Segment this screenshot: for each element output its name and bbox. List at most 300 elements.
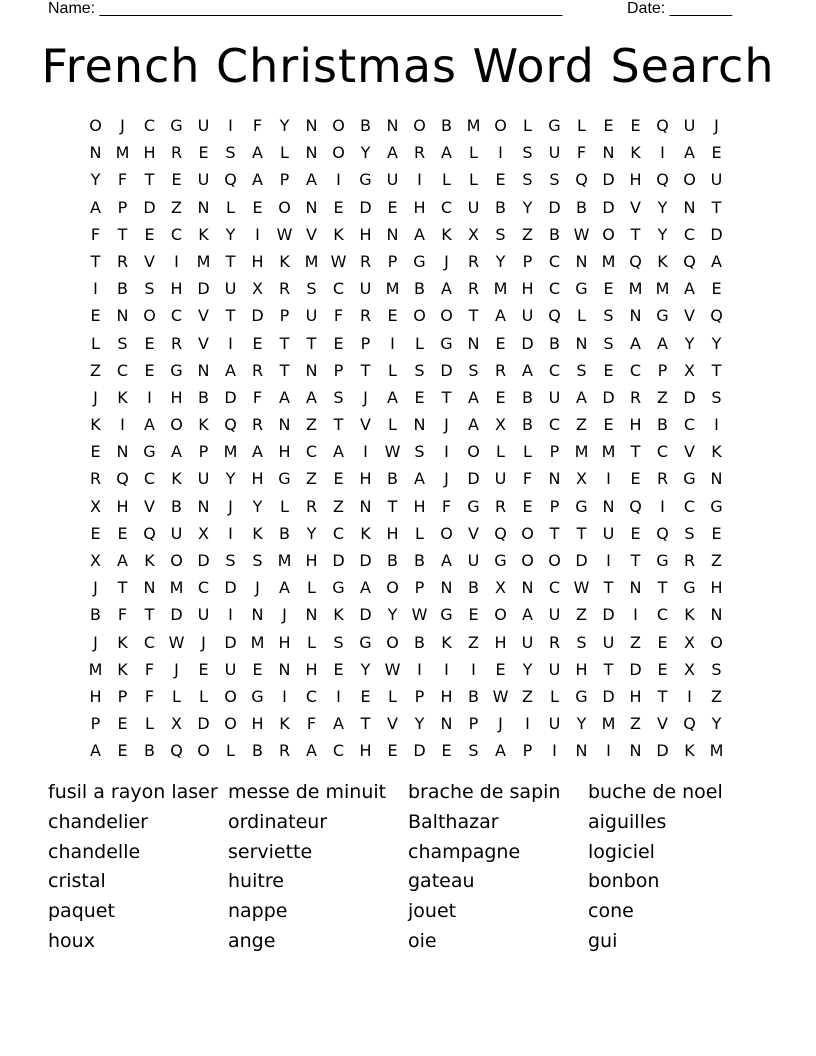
grid-letter: A	[306, 387, 317, 407]
grid-letter: U	[197, 469, 210, 489]
grid-letter: A	[90, 741, 101, 761]
grid-letter: I	[228, 333, 233, 353]
grid-letter: I	[606, 741, 611, 761]
grid-letter: E	[657, 632, 668, 652]
grid-row	[82, 411, 732, 438]
word-list-item: brache de sapin	[408, 781, 561, 803]
grid-letter: S	[522, 170, 533, 190]
grid-letter: T	[90, 251, 101, 271]
grid-letter: K	[441, 632, 452, 652]
grid-row	[82, 737, 732, 764]
grid-letter: R	[467, 279, 480, 299]
grid-letter: H	[440, 686, 453, 706]
grid-letter: Y	[522, 197, 533, 217]
grid-letter: K	[198, 415, 209, 435]
grid-letter: P	[522, 741, 533, 761]
grid-letter: E	[495, 659, 506, 679]
grid-letter: G	[683, 578, 696, 598]
grid-letter: R	[494, 496, 507, 516]
grid-letter: B	[522, 415, 533, 435]
grid-letter: M	[601, 251, 616, 271]
grid-letter: N	[575, 251, 588, 271]
grid-letter: E	[522, 496, 533, 516]
grid-letter: I	[282, 686, 287, 706]
grid-letter: W	[330, 251, 347, 271]
grid-letter: B	[495, 197, 506, 217]
grid-letter: Y	[657, 197, 668, 217]
grid-letter: G	[332, 578, 345, 598]
grid-letter: A	[414, 224, 425, 244]
grid-letter: J	[444, 251, 449, 271]
grid-letter: L	[280, 496, 289, 516]
grid-letter: N	[629, 578, 642, 598]
grid-letter: S	[603, 333, 614, 353]
grid-row	[82, 574, 732, 601]
grid-letter: B	[657, 415, 668, 435]
grid-letter: U	[710, 170, 723, 190]
grid-letter: E	[90, 306, 101, 326]
grid-letter: S	[414, 442, 425, 462]
grid-letter: M	[466, 116, 481, 135]
grid-letter: J	[174, 659, 179, 679]
grid-letter: B	[198, 387, 209, 407]
grid-letter: O	[440, 523, 453, 543]
grid-letter: V	[387, 714, 398, 734]
grid-letter: Q	[656, 523, 669, 543]
date-field-label: Date: _______	[627, 0, 732, 17]
grid-letter: P	[468, 714, 479, 734]
grid-letter: A	[333, 442, 344, 462]
grid-letter: E	[252, 659, 263, 679]
word-list-item: serviette	[228, 840, 313, 863]
grid-letter: H	[629, 170, 642, 190]
grid-row	[82, 330, 732, 357]
grid-letter: S	[495, 224, 506, 244]
grid-letter: C	[143, 632, 156, 652]
grid-letter: I	[255, 224, 260, 244]
grid-letter: N	[413, 415, 426, 435]
grid-letter: W	[384, 659, 401, 679]
grid-letter: R	[548, 632, 561, 652]
grid-letter: Q	[656, 170, 669, 190]
grid-letter: X	[576, 469, 587, 489]
grid-letter: S	[306, 279, 317, 299]
grid-letter: B	[414, 279, 425, 299]
grid-letter: O	[602, 224, 615, 244]
grid-letter: Y	[225, 469, 236, 489]
grid-letter: H	[413, 496, 426, 516]
grid-letter: P	[360, 333, 371, 353]
grid-letter: I	[417, 659, 422, 679]
grid-letter: H	[251, 469, 264, 489]
grid-letter: O	[143, 306, 156, 326]
grid-letter: P	[117, 197, 128, 217]
grid-letter: H	[116, 496, 129, 516]
grid-letter: M	[223, 442, 238, 462]
grid-letter: B	[252, 741, 263, 761]
grid-letter: E	[198, 143, 209, 163]
grid-letter: P	[117, 686, 128, 706]
grid-letter: N	[143, 578, 156, 598]
grid-letter: R	[170, 333, 183, 353]
grid-letter: N	[629, 741, 642, 761]
grid-letter: Y	[387, 605, 398, 625]
grid-letter: E	[495, 333, 506, 353]
grid-letter: Q	[656, 116, 669, 135]
grid-letter: F	[117, 170, 128, 190]
grid-letter: E	[117, 741, 128, 761]
grid-letter: E	[333, 333, 344, 353]
grid-letter: U	[548, 387, 561, 407]
grid-letter: D	[629, 659, 642, 679]
grid-letter: B	[522, 387, 533, 407]
grid-letter: D	[197, 551, 210, 570]
grid-letter: C	[332, 279, 345, 299]
grid-letter: C	[116, 360, 129, 380]
grid-letter: G	[494, 551, 507, 570]
grid-letter: R	[494, 360, 507, 380]
grid-letter: E	[252, 197, 263, 217]
grid-letter: C	[332, 741, 345, 761]
grid-letter: I	[471, 659, 476, 679]
grid-letter: Q	[116, 469, 129, 489]
grid-letter: A	[657, 333, 668, 353]
grid-letter: N	[197, 496, 210, 516]
grid-letter: D	[440, 360, 453, 380]
grid-letter: B	[387, 469, 398, 489]
grid-letter: V	[684, 442, 695, 462]
grid-letter: D	[548, 197, 561, 217]
grid-letter: I	[363, 442, 368, 462]
grid-letter: L	[469, 170, 478, 190]
grid-letter: T	[360, 360, 371, 380]
word-list-item: chandelier	[48, 810, 148, 833]
grid-letter: C	[170, 306, 183, 326]
word-list-item: bonbon	[588, 870, 660, 893]
grid-letter: O	[224, 714, 237, 734]
grid-letter: S	[522, 143, 533, 163]
grid-letter: S	[468, 360, 479, 380]
grid-letter: V	[198, 333, 209, 353]
grid-letter: R	[629, 387, 642, 407]
grid-letter: E	[252, 333, 263, 353]
grid-letter: E	[441, 741, 452, 761]
grid-letter: C	[305, 686, 318, 706]
grid-letter: Y	[684, 333, 695, 353]
grid-letter: F	[117, 605, 128, 625]
grid-letter: D	[224, 578, 237, 598]
grid-letter: Q	[710, 306, 723, 326]
grid-letter: D	[710, 224, 723, 244]
grid-letter: V	[657, 714, 668, 734]
grid-letter: N	[602, 496, 615, 516]
grid-letter: S	[252, 551, 263, 570]
word-list-item: buche de noel	[588, 781, 723, 803]
grid-row	[82, 683, 732, 710]
grid-letter: D	[359, 605, 372, 625]
grid-letter: D	[332, 551, 345, 570]
grid-letter: B	[90, 605, 101, 625]
grid-letter: L	[577, 306, 586, 326]
grid-letter: O	[89, 116, 102, 135]
grid-letter: U	[494, 469, 507, 489]
grid-letter: A	[495, 306, 506, 326]
grid-letter: U	[602, 523, 615, 543]
grid-letter: N	[467, 333, 480, 353]
grid-letter: E	[603, 116, 614, 135]
grid-row	[82, 112, 732, 139]
grid-letter: O	[467, 442, 480, 462]
grid-letter: D	[143, 197, 156, 217]
grid-letter: X	[684, 360, 695, 380]
grid-letter: M	[628, 279, 643, 299]
grid-letter: W	[411, 605, 428, 625]
grid-letter: C	[143, 469, 156, 489]
grid-letter: D	[602, 170, 615, 190]
grid-letter: I	[687, 686, 692, 706]
grid-letter: P	[333, 360, 344, 380]
grid-letter: O	[170, 551, 183, 570]
grid-letter: N	[197, 360, 210, 380]
grid-letter: Q	[683, 251, 696, 271]
word-list-item: fusil a rayon laser	[48, 781, 218, 803]
grid-letter: L	[577, 116, 586, 135]
grid-letter: K	[171, 469, 182, 489]
grid-letter: I	[417, 170, 422, 190]
grid-letter: P	[549, 496, 560, 516]
grid-letter: A	[387, 387, 398, 407]
grid-letter: X	[684, 659, 695, 679]
grid-letter: K	[117, 659, 128, 679]
grid-letter: K	[144, 551, 155, 570]
grid-letter: E	[117, 714, 128, 734]
grid-letter: T	[333, 415, 344, 435]
grid-letter: O	[521, 551, 534, 570]
grid-letter: K	[279, 714, 290, 734]
grid-letter: R	[170, 143, 183, 163]
grid-letter: E	[387, 197, 398, 217]
grid-letter: W	[276, 224, 293, 244]
grid-letter: J	[228, 496, 233, 516]
grid-letter: G	[413, 251, 426, 271]
grid-letter: B	[360, 116, 371, 135]
grid-letter: U	[548, 143, 561, 163]
grid-letter: F	[333, 306, 344, 326]
grid-letter: D	[359, 551, 372, 570]
grid-letter: D	[224, 632, 237, 652]
grid-letter: K	[630, 143, 641, 163]
grid-letter: C	[548, 360, 561, 380]
grid-letter: G	[170, 116, 183, 135]
grid-letter: K	[252, 523, 263, 543]
grid-letter: M	[574, 442, 589, 462]
grid-letter: A	[306, 741, 317, 761]
grid-letter: H	[575, 659, 588, 679]
grid-letter: V	[468, 523, 479, 543]
grid-letter: L	[496, 442, 505, 462]
grid-letter: T	[225, 306, 236, 326]
grid-letter: T	[279, 360, 290, 380]
word-list-item: gateau	[408, 870, 475, 893]
grid-letter: A	[252, 143, 263, 163]
grid-letter: C	[305, 442, 318, 462]
grid-letter: K	[657, 251, 668, 271]
grid-letter: U	[197, 170, 210, 190]
grid-letter: H	[359, 469, 372, 489]
grid-letter: O	[494, 116, 507, 135]
header	[48, 0, 748, 20]
grid-letter: T	[117, 578, 128, 598]
word-list-item: oie	[408, 929, 437, 952]
grid-letter: Z	[522, 224, 533, 244]
grid-letter: M	[385, 279, 400, 299]
grid-row	[82, 302, 732, 329]
word-list-item: ange	[228, 929, 276, 952]
grid-letter: J	[255, 578, 260, 598]
word-list-item: messe de minuit	[228, 781, 387, 803]
grid-letter: D	[251, 306, 264, 326]
grid-letter: J	[93, 578, 98, 598]
grid-letter: M	[169, 578, 184, 598]
grid-letter: U	[305, 306, 318, 326]
word-list-item: chandelle	[48, 840, 141, 863]
grid-letter: I	[660, 496, 665, 516]
grid-letter: Z	[333, 496, 344, 516]
grid-letter: A	[333, 714, 344, 734]
word-list-item: gui	[588, 929, 618, 952]
grid-letter: S	[333, 632, 344, 652]
grid-letter: C	[440, 197, 453, 217]
grid-letter: I	[660, 143, 665, 163]
grid-letter: X	[171, 714, 182, 734]
grid-letter: N	[575, 333, 588, 353]
grid-letter: U	[197, 605, 210, 625]
grid-letter: M	[115, 143, 130, 163]
word-list-item: paquet	[48, 900, 115, 923]
grid-letter: C	[548, 251, 561, 271]
grid-letter: B	[171, 496, 182, 516]
grid-letter: G	[656, 306, 669, 326]
grid-letter: O	[521, 523, 534, 543]
grid-letter: G	[656, 551, 669, 570]
grid-letter: P	[522, 251, 533, 271]
grid-letter: D	[602, 605, 615, 625]
grid-letter: A	[171, 442, 182, 462]
grid-letter: E	[657, 659, 668, 679]
grid-row	[82, 547, 732, 574]
grid-letter: N	[251, 605, 264, 625]
grid-letter: T	[603, 578, 614, 598]
grid-letter: N	[197, 197, 210, 217]
grid-letter: A	[252, 442, 263, 462]
grid-letter: N	[116, 442, 129, 462]
grid-letter: N	[278, 415, 291, 435]
grid-letter: A	[387, 143, 398, 163]
grid-letter: L	[523, 442, 532, 462]
grid-letter: C	[629, 360, 642, 380]
grid-letter: V	[144, 251, 155, 271]
grid-letter: D	[683, 387, 696, 407]
grid-letter: Y	[360, 659, 371, 679]
grid-letter: Q	[224, 415, 237, 435]
grid-letter: T	[441, 387, 452, 407]
grid-letter: X	[90, 551, 101, 570]
grid-letter: X	[468, 224, 479, 244]
grid-letter: A	[414, 469, 425, 489]
grid-letter: Y	[711, 333, 722, 353]
grid-letter: M	[277, 551, 292, 570]
grid-letter: D	[413, 741, 426, 761]
grid-letter: X	[495, 415, 506, 435]
grid-letter: I	[606, 469, 611, 489]
grid-letter: K	[441, 224, 452, 244]
grid-letter: Z	[630, 714, 641, 734]
grid-letter: T	[468, 306, 479, 326]
grid-letter: S	[576, 632, 587, 652]
grid-letter: D	[359, 197, 372, 217]
grid-letter: C	[683, 496, 696, 516]
grid-row	[82, 601, 732, 628]
grid-letter: H	[278, 632, 291, 652]
grid-letter: C	[143, 116, 156, 135]
grid-letter: K	[360, 523, 371, 543]
grid-letter: F	[144, 659, 155, 679]
grid-letter: Q	[629, 251, 642, 271]
grid-letter: U	[602, 632, 615, 652]
grid-letter: H	[170, 279, 183, 299]
grid-letter: O	[413, 116, 426, 135]
grid-letter: J	[444, 415, 449, 435]
grid-letter: I	[552, 741, 557, 761]
grid-letter: M	[655, 279, 670, 299]
grid-letter: E	[495, 170, 506, 190]
grid-letter: I	[228, 523, 233, 543]
grid-letter: T	[144, 170, 155, 190]
word-list-item: jouet	[408, 900, 457, 923]
grid-letter: U	[467, 197, 480, 217]
grid-letter: A	[684, 279, 695, 299]
grid-letter: L	[226, 197, 235, 217]
grid-letter: L	[172, 686, 181, 706]
grid-letter: N	[629, 306, 642, 326]
grid-letter: B	[414, 632, 425, 652]
grid-letter: J	[201, 632, 206, 652]
grid-letter: F	[441, 496, 452, 516]
grid-letter: D	[224, 387, 237, 407]
grid-letter: O	[440, 306, 453, 326]
grid-letter: C	[170, 224, 183, 244]
grid-letter: I	[120, 415, 125, 435]
grid-letter: G	[710, 496, 723, 516]
grid-letter: C	[548, 279, 561, 299]
grid-letter: N	[305, 143, 318, 163]
grid-letter: L	[226, 741, 235, 761]
grid-letter: F	[522, 469, 533, 489]
grid-letter: H	[305, 551, 318, 570]
grid-letter: J	[93, 632, 98, 652]
grid-letter: D	[467, 469, 480, 489]
grid-letter: A	[225, 360, 236, 380]
grid-letter: N	[683, 197, 696, 217]
grid-letter: U	[386, 170, 399, 190]
grid-letter: J	[93, 387, 98, 407]
grid-letter: T	[630, 551, 641, 570]
grid-letter: O	[386, 578, 399, 598]
grid-letter: E	[711, 523, 722, 543]
grid-letter: Q	[548, 306, 561, 326]
word-column	[48, 778, 228, 957]
grid-letter: O	[548, 551, 561, 570]
